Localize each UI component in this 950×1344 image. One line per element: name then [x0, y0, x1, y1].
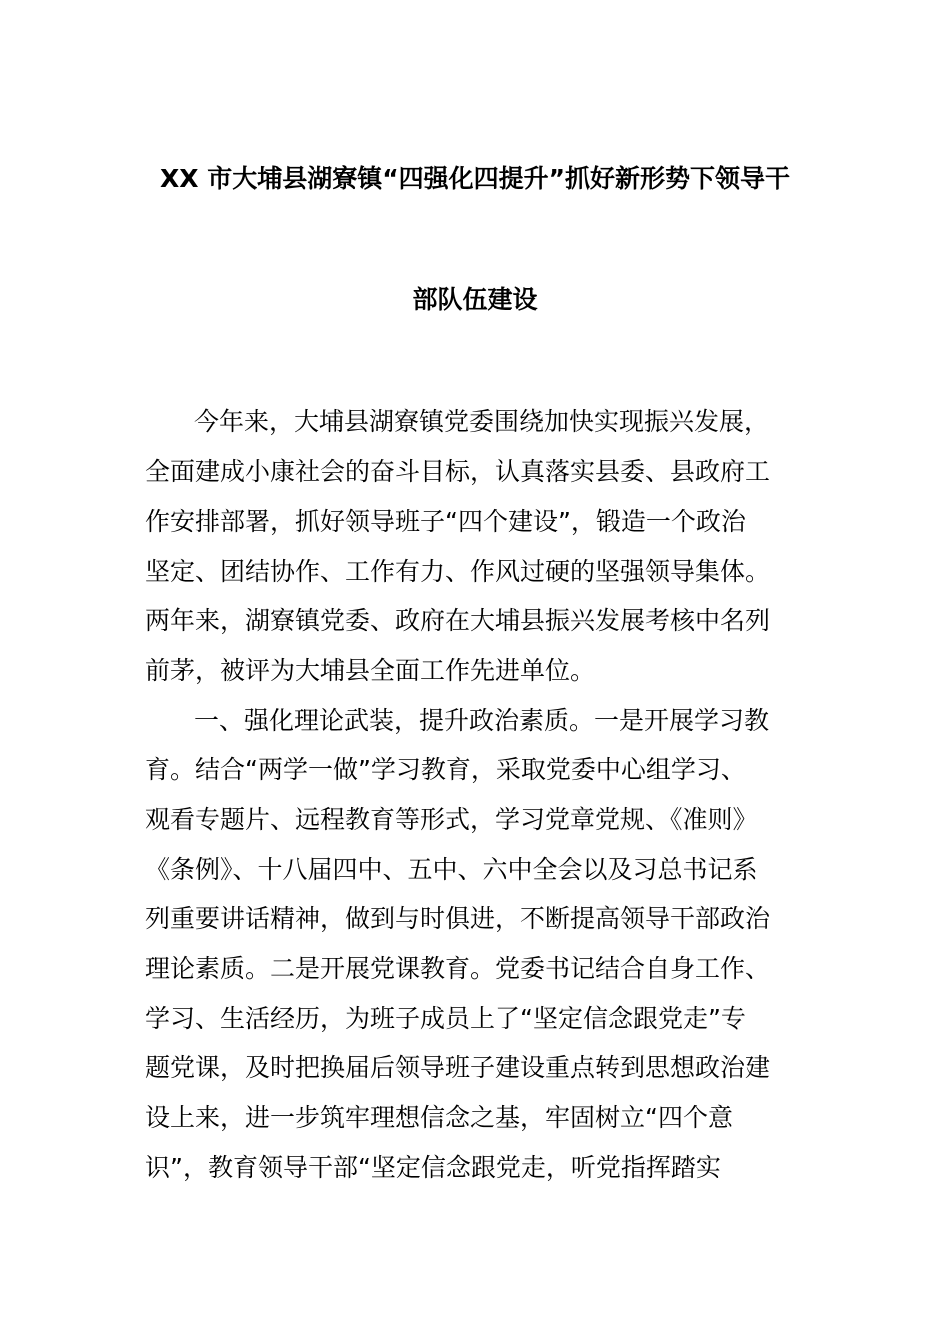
paragraph-2-line-3: 观看专题片、远程教育等形式，学习党章党规、《准则》 — [145, 805, 758, 834]
paragraph-2-line-9: 设上来，进一步筑牢理想信念之基，牢固树立“四个意 — [145, 1103, 733, 1132]
paragraph-1-line-3: 作安排部署，抓好领导班子“四个建设”，锻造一个政治 — [145, 507, 746, 536]
paragraph-1-line-1: 今年来，大埔县湖寮镇党委围绕加快实现振兴发展， — [194, 407, 770, 436]
paragraph-1-line-5: 两年来，湖寮镇党委、政府在大埔县振兴发展考核中名列 — [145, 606, 771, 635]
paragraph-2-line-8: 题党课，及时把换届后领导班子建设重点转到思想政治建 — [145, 1053, 771, 1082]
paragraph-1-line-6: 前茅，被评为大埔县全面工作先进单位。 — [145, 656, 596, 685]
paragraph-2-line-6: 理论素质。二是开展党课教育。党委书记结合自身工作、 — [145, 954, 771, 983]
document-title-line-1: XX 市大埔县湖寮镇“四强化四提升”抓好新形势下领导干 — [159, 164, 791, 193]
document-title-line-2: 部队伍建设 — [412, 285, 538, 314]
paragraph-2-line-10: 识”，教育领导干部“坚定信念跟党走，听党指挥踏实 — [145, 1153, 721, 1182]
paragraph-1-line-2: 全面建成小康社会的奋斗目标，认真落实县委、县政府工 — [145, 457, 771, 486]
paragraph-2-line-2: 育。结合“两学一做”学习教育，采取党委中心组学习、 — [145, 755, 746, 784]
paragraph-2-line-1: 一、强化理论武装，提升政治素质。一是开展学习教 — [194, 706, 770, 735]
paragraph-1-line-4: 坚定、团结协作、工作有力、作风过硬的坚强领导集体。 — [145, 557, 771, 586]
paragraph-2-line-7: 学习、生活经历，为班子成员上了“坚定信念跟党走”专 — [145, 1004, 746, 1033]
paragraph-2-line-4: 《条例》、十八届四中、五中、六中全会以及习总书记系 — [145, 855, 758, 884]
paragraph-2-line-5: 列重要讲话精神，做到与时俱进，不断提高领导干部政治 — [145, 904, 771, 933]
